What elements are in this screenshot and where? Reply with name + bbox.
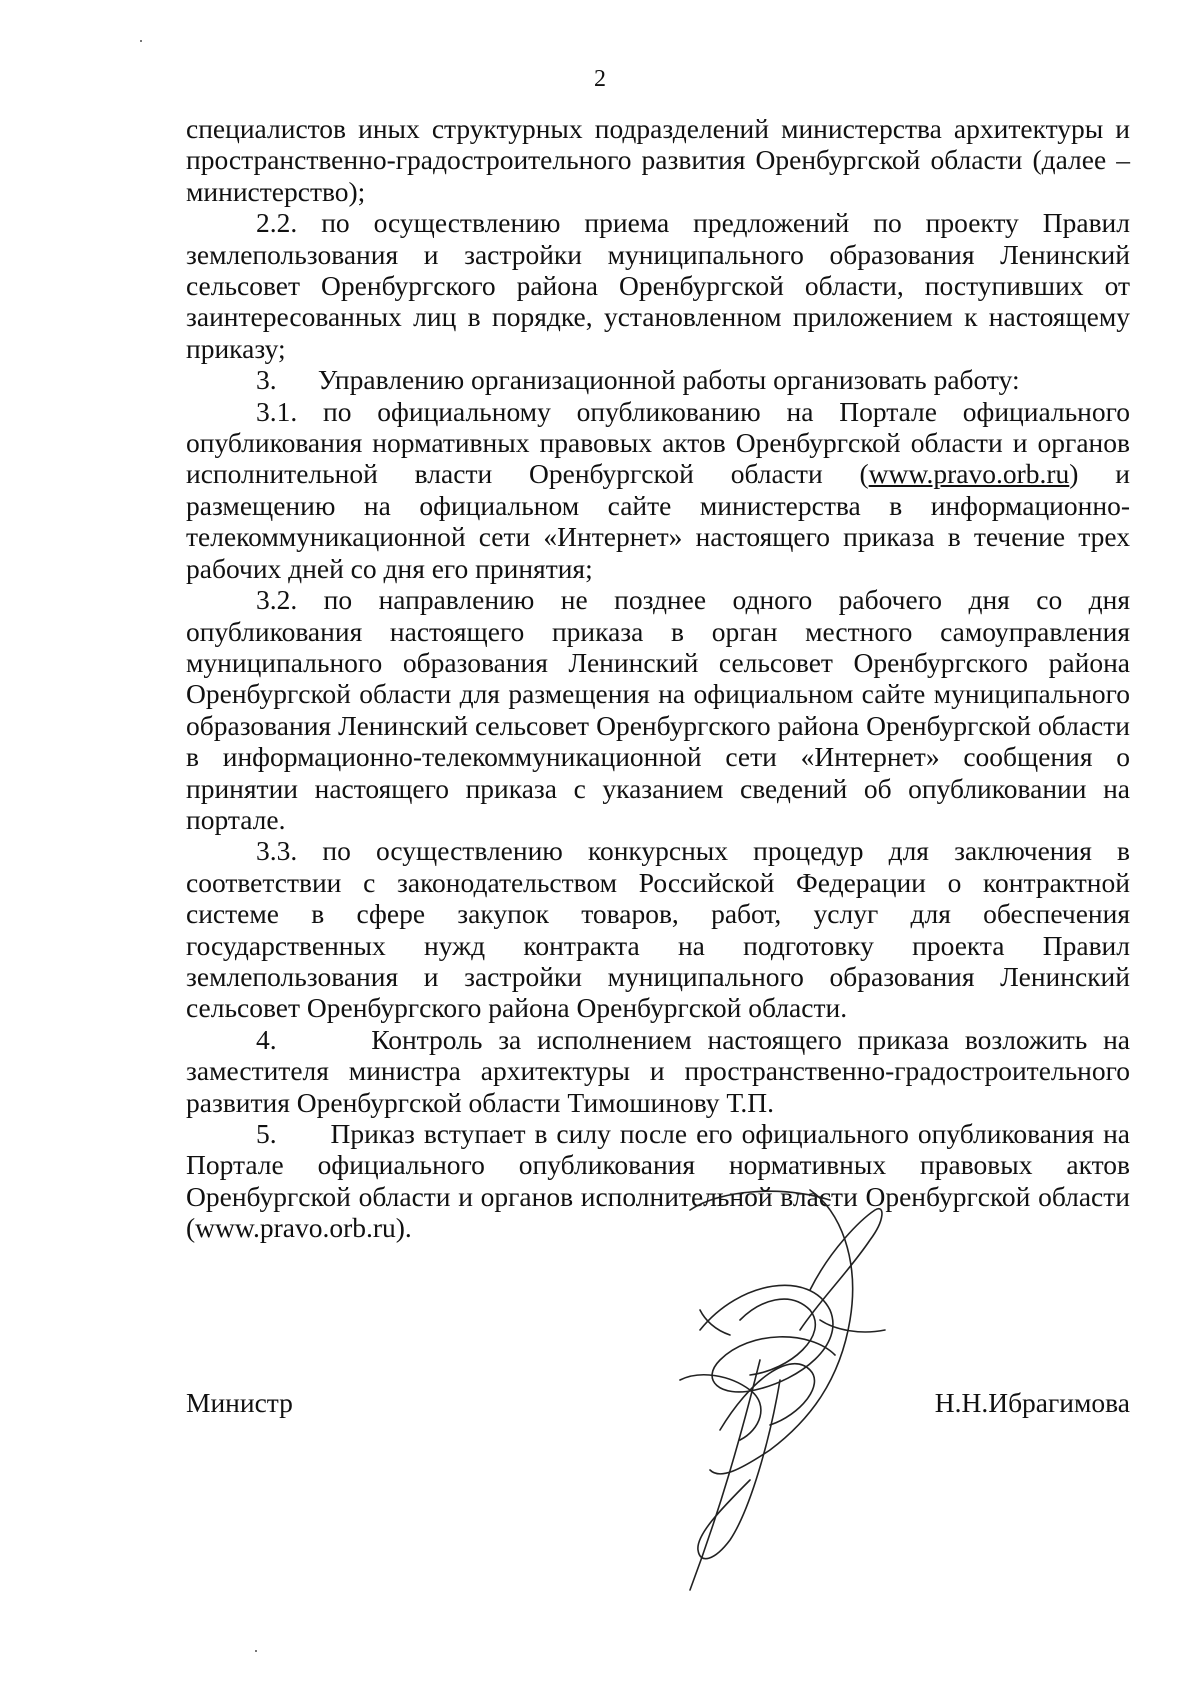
paragraph-3-3: 3.3. по осуществлению конкурсных процедур для заключения в соответствии с законодательством Российской Федерации о контрактной системе в сфере закупок товаров, работ, услуг для обеспечения государственных нужд контракта на подготовку проекта Правил землепользования и застройки муниципального образования Ленинский сельсовет Оренбургского района Оренбургской области. [186,835,1130,1024]
pravo-portal-link[interactable]: www.pravo.orb.ru [868,458,1070,490]
signer-title: Министр [186,1387,293,1418]
paragraph-2-2: 2.2. по осуществлению приема предложений по проекту Правил землепользования и застройки муниципального образования Ленинский сельсовет Оренбургского района Оренбургской области, поступивших от заинтересованных лиц в порядке, установленном приложением к настоящему приказу; [186,207,1130,364]
scan-speck [255,1650,257,1652]
document-body [186,113,1130,1244]
paragraph-continuation: специалистов иных структурных подразделений министерства архитектуры и пространственно-градостроительного развития Оренбургской области (далее – министерство); [186,113,1130,207]
paragraph-3-2: 3.2. по направлению не позднее одного рабочего дня со дня опубликования настоящего приказа в орган местного самоуправления муниципального образования Ленинский сельсовет Оренбургского района Оренбургской области для размещения на официальном сайте муниципального образования Ленинский сельсовет Оренбургского района Оренбургской области в информационно-телекоммуникационной сети «Интернет» сообщения о принятии настоящего приказа с указанием сведений об опубликовании на портале. [186,584,1130,835]
paragraph-4: 4. Контроль за исполнением настоящего приказа возложить на заместителя министра архитектуры и пространственно-градостроительного развития Оренбургской области Тимошинову Т.П. [186,1023,1130,1118]
handwritten-signature [660,1180,920,1610]
paragraph-5: 5. Приказ вступает в силу после его официального опубликования на Портале официального опубликования нормативных правовых актов Оренбургской области и органов исполнительной власти Оренбургской области (www.pravo.orb.ru). [186,1118,1130,1244]
signer-name: Н.Н.Ибрагимова [934,1387,1130,1418]
scan-speck [140,40,142,42]
paragraph-3-1-text-end: и размещению на официальном сайте министерства в информационно-телекоммуникационной сети «Интернет» настоящего приказа в течение трех рабочих дней со дня его принятия; [186,458,1130,584]
page-number: 2 [594,66,606,92]
paragraph-3-1: 3.1. по официальному опубликованию на Портале официального опубликования нормативных правовых актов Оренбургской области и органов исполнительной власти Оренбургской области (www.pravo.orb.ru) и размещению на официальном сайте министерства в информационно-телекоммуникационной сети «Интернет» настоящего приказа в течение трех рабочих дней со дня его принятия; [186,395,1130,584]
signature-block [186,1386,1130,1426]
paragraph-3: 3. Управлению организационной работы организовать работу: [256,364,1020,396]
paragraph-3-1-text: 3.1. по официальному опубликованию на Портале официального опубликования нормативных правовых актов Оренбургской области и органов исполнительной власти Оренбургской области [186,395,1130,490]
